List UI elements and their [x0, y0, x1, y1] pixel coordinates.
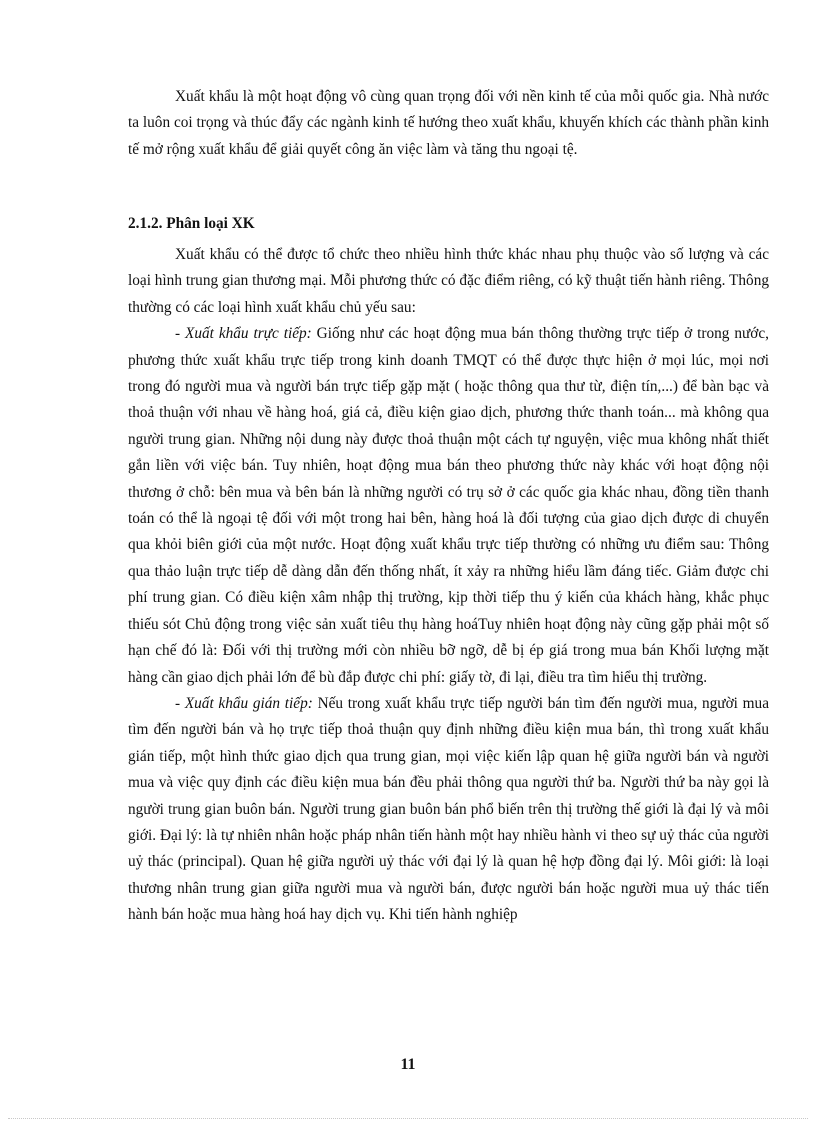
term-direct-export: - Xuất khẩu trực tiếp: [175, 325, 312, 343]
list-item-indirect-export [128, 691, 769, 929]
footer-divider [8, 1118, 808, 1119]
indirect-export-text: Nếu trong xuất khẩu trực tiếp người bán tìm đến người mua, người mua tìm đến người bán và họ trực tiếp thoả thuận quy định những điều kiện mua bán, thì trong xuất khẩu gián tiếp, một hình thức giao dịch qua trung gian, mọi việc kiến lập quan hệ giữa người bán và người mua và việc quy định các điều kiện mua bán đều phải thông qua người thứ ba. Người thứ ba này gọi là người trung gian buôn bán. Người trung gian buôn bán phổ biến trên thị trường thế giới là đại lý và môi giới. Đại lý: là tự nhiên nhân hoặc pháp nhân tiến hành một hay nhiều hành vi theo sự uỷ thác của người uỷ thác (principal). Quan hệ giữa người uỷ thác với đại lý là quan hệ hợp đồng đại lý. Môi giới: là loại thương nhân trung gian giữa người mua và người bán, được người bán hoặc người mua uỷ thác tiến hành bán hoặc mua hàng hoá hay dịch vụ. Khi tiến hành nghiệp [128, 694, 769, 924]
direct-export-text: Giống như các hoạt động mua bán thông thường trực tiếp ở trong nước, phương thức xuất khẩu trực tiếp trong kinh doanh TMQT có thể được thực hiện ở mọi lúc, mọi nơi trong đó người mua và người bán trực tiếp gặp mặt ( hoặc thông qua thư từ, điện tín,...) để bàn bạc và thoả thuận với nhau về hàng hoá, giá cả, điều kiện giao dịch, phương thức thanh toán... mà không qua người trung gian. Những nội dung này được thoả thuận một cách tự nguyện, việc mua không nhất thiết gắn liền với việc bán. Tuy nhiên, hoạt động mua bán theo phương thức này khác với hoạt động nội thương ở chỗ: bên mua và bên bán là những người có trụ sở ở các quốc gia khác nhau, đồng tiền thanh toán có thể là ngoại tệ đối với một trong hai bên, hàng hoá là đối tượng của giao dịch được di chuyển qua khỏi biên giới của một nước. Hoạt động xuất khẩu trực tiếp thường có những ưu điểm sau: Thông qua thảo luận trực tiếp dễ dàng dẫn đến thống nhất, ít xảy ra những hiểu lầm đáng tiếc. Giảm được chi phí trung gian. Có điều kiện xâm nhập thị trường, kịp thời tiếp thu ý kiến của khách hàng, khắc phục thiếu sót Chủ động trong việc sản xuất tiêu thụ hàng hoáTuy nhiên hoạt động này cũng gặp phải một số hạn chế đó là: Đối với thị trường mới còn nhiều bỡ ngỡ, dễ bị ép giá trong mua bán Khối lượng mặt hàng cần giao dịch phải lớn để bù đắp được chi phí: giấy tờ, đi lại, điều tra tìm hiểu thị trường. [128, 325, 769, 686]
term-indirect-export: - Xuất khẩu gián tiếp: [175, 694, 313, 712]
section-intro-paragraph: Xuất khẩu có thể được tổ chức theo nhiều hình thức khác nhau phụ thuộc vào số lượng và các loại hình trung gian thương mại. Mỗi phương thức có đặc điểm riêng, có kỹ thuật tiến hành riêng. Thông thường có các loại hình xuất khẩu chủ yếu sau: [128, 246, 769, 316]
section-heading: 2.1.2. Phân loại XK [128, 215, 255, 232]
intro-section [128, 84, 769, 163]
section-body [128, 242, 769, 929]
list-item-direct-export [128, 321, 769, 691]
page-number: 11 [400, 1056, 416, 1073]
intro-paragraph: Xuất khẩu là một hoạt động vô cùng quan trọng đối với nền kinh tế của mỗi quốc gia. Nhà nước ta luôn coi trọng và thúc đẩy các ngành kinh tế hướng theo xuất khẩu, khuyến khích các thành phần kinh tế mở rộng xuất khẩu để giải quyết công ăn việc làm và tăng thu ngoại tệ. [128, 88, 769, 158]
